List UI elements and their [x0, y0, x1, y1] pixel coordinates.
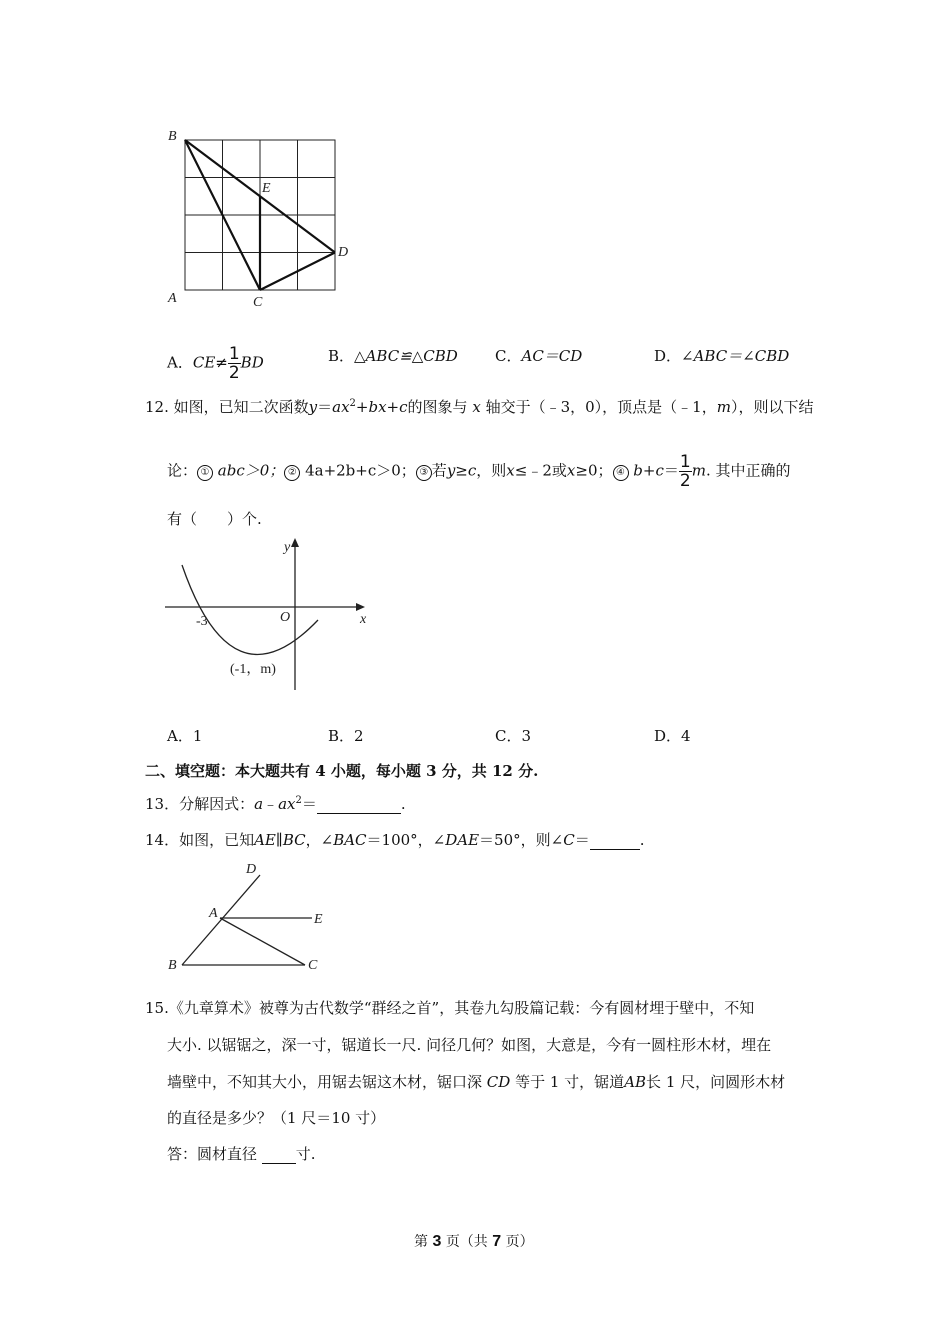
q12-option-c[interactable]: C．3: [495, 727, 532, 745]
q11-label-b: B: [168, 129, 177, 144]
q12-option-d[interactable]: D．4: [654, 727, 691, 745]
q13-answer-blank[interactable]: [317, 795, 401, 814]
neg3-label: -3: [196, 614, 208, 629]
q12-line2: 论： ① abc＞0； ② 4a+2b+c＞0； ③ 若y≥c，则x≤﹣2或x≥0； ④ b+c＝ $\frac{1}{2}$ m. 其中正确的: [167, 452, 791, 491]
x-axis-label: x: [360, 612, 367, 627]
q14-figure: [160, 855, 340, 975]
q11-option-d[interactable]: D．∠ABC＝∠CBD: [654, 347, 790, 365]
q14-label-e: E: [314, 912, 323, 927]
q11-label-e: E: [262, 181, 271, 196]
q12-option-a[interactable]: A．1: [167, 727, 203, 745]
q14-label-a: A: [209, 906, 218, 921]
q11-label-d: D: [338, 245, 349, 260]
q15-line2: 大小. 以锯锯之，深一寸，锯道长一尺. 问径几何？如图，大意是，今有一圆柱形木材，埋在: [167, 1036, 772, 1054]
q11-label-c: C: [253, 295, 263, 310]
q11-option-b[interactable]: B．△ABC≌△CBD: [328, 347, 458, 365]
section-heading: 二、填空题：本大题共有 4 小题，每小题 3 分，共 12 分.: [145, 762, 539, 780]
q11-option-c[interactable]: C．AC＝CD: [495, 347, 583, 365]
q15-answer-blank[interactable]: [262, 1145, 296, 1164]
q15-line1: 15.《九章算术》被尊为古代数学“群经之首”，其卷九勾股篇记载：今有圆材埋于壁中，不知: [145, 999, 755, 1017]
q13-text: 13．分解因式：$a﹣ax^2=$ .: [145, 795, 406, 813]
q11-figure: [160, 120, 360, 315]
origin-label: O: [280, 610, 291, 625]
q12-figure: [160, 535, 380, 695]
fraction: $\frac{1}{2}$: [679, 452, 691, 491]
q11-label-a: A: [168, 291, 177, 306]
q14-label-b: B: [168, 958, 177, 973]
page-footer: 第 3 页（共 7 页）: [414, 1233, 534, 1250]
vertex-label: (-1，m): [230, 662, 276, 677]
q12-option-b[interactable]: B．2: [328, 727, 364, 745]
q11-option-a[interactable]: A．CE≠ $\frac{1}{2}$ BD: [167, 344, 264, 383]
fraction: $\frac{1}{2}$: [228, 344, 240, 383]
q14-text: 14．如图，已知AE∥BC，∠BAC＝100°，∠DAE＝50°，则∠C＝ .: [145, 831, 645, 849]
q14-label-c: C: [308, 958, 318, 973]
y-axis-label: y: [284, 540, 291, 555]
q15-line3: 墙壁中，不知其大小，用锯去锯这木材，锯口深 CD 等于 1 寸，锯道AB长 1 尺，问圆形木材: [167, 1073, 786, 1091]
q12-line1: 12. 如图，已知二次函数$y=ax^2+bx+c$的图象与 x 轴交于（﹣3，0），顶点是（﹣1，m），则以下结: [145, 398, 814, 416]
q14-answer-blank[interactable]: [590, 831, 640, 850]
q14-label-d: D: [246, 862, 257, 877]
q15-line4: 的直径是多少？（1 尺＝10 寸）: [167, 1109, 386, 1127]
q15-answer: 答：圆材直径 寸.: [167, 1145, 316, 1163]
q12-line3: 有（ ）个.: [167, 510, 262, 528]
